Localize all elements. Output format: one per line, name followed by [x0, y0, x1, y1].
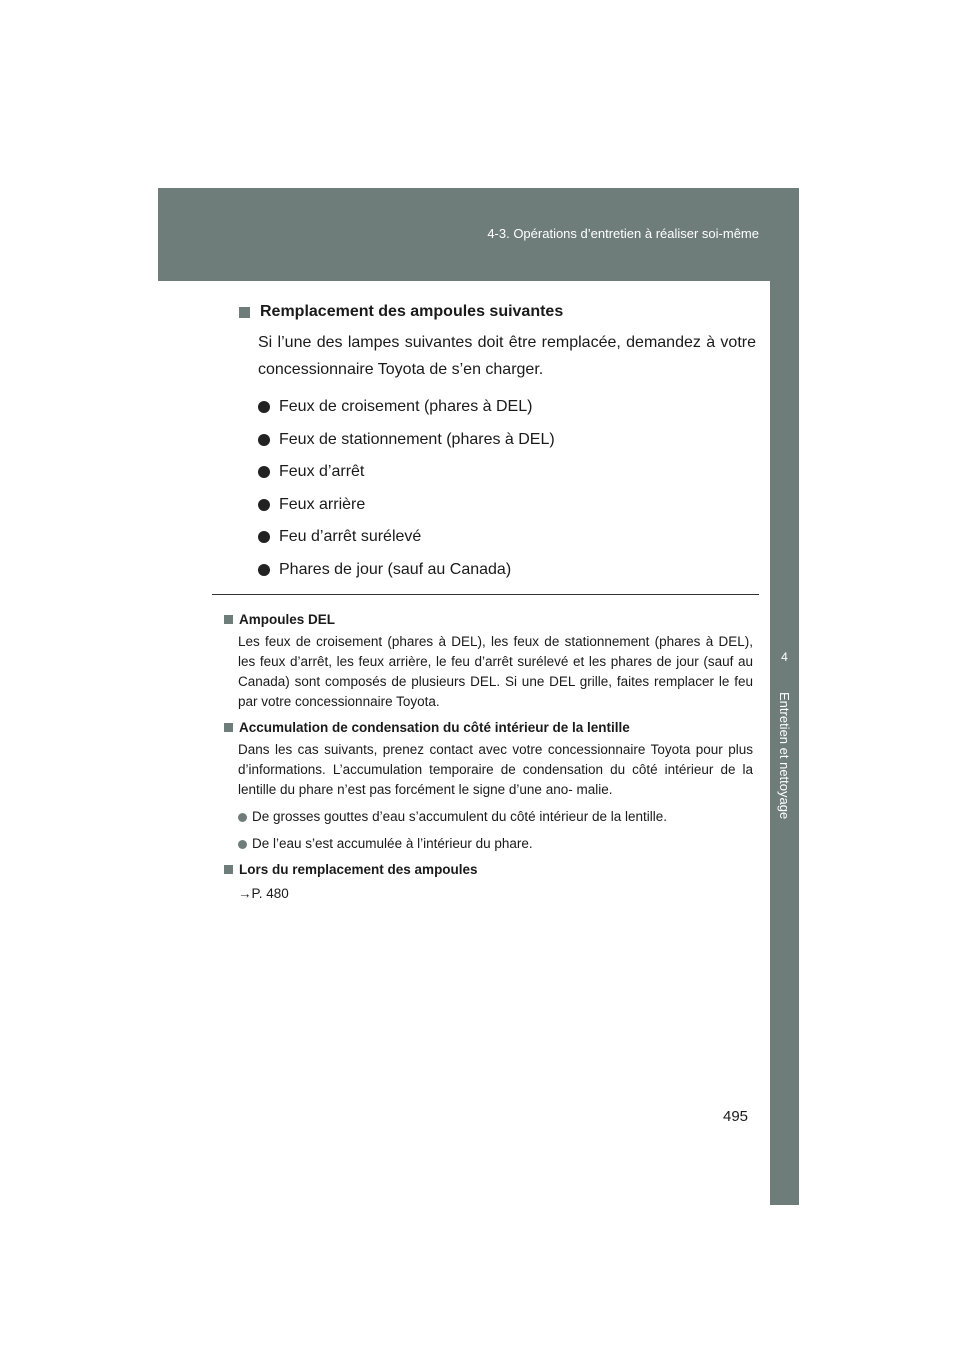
page-number: 495	[723, 1108, 749, 1125]
list-item: Feu d’arrêt surélevé	[258, 521, 756, 554]
divider	[212, 594, 759, 595]
note-bullet: De l’eau s’est accumulée à l’intérieur du phare.	[238, 834, 753, 854]
note-bullet: De grosses gouttes d’eau s’accumulent du côté intérieur de la lentille.	[238, 807, 753, 827]
round-bullet-icon	[258, 499, 270, 511]
notes-section	[224, 612, 753, 904]
square-bullet-icon	[224, 723, 233, 732]
page-reference-link[interactable]: →P. 480	[238, 886, 289, 901]
main-heading-text: Remplacement des ampoules suivantes	[260, 303, 564, 320]
round-bullet-icon	[258, 564, 270, 576]
main-paragraph: Si l’une des lampes suivantes doit être remplacée, demandez à votre concessionnaire Toyota de s’en charger.	[258, 334, 756, 378]
round-bullet-icon	[238, 813, 247, 822]
main-content	[239, 303, 756, 586]
lamp-list	[258, 391, 756, 586]
round-bullet-icon	[258, 466, 270, 478]
list-item: Feux d’arrêt	[258, 456, 756, 489]
note-heading: Accumulation de condensation du côté intérieur de la lentille	[224, 720, 753, 735]
square-bullet-icon	[224, 865, 233, 874]
section-title: 4-3. Opérations d’entretien à réaliser soi-même	[487, 226, 759, 241]
round-bullet-icon	[258, 531, 270, 543]
list-item: Feux de stationnement (phares à DEL)	[258, 424, 756, 457]
round-bullet-icon	[258, 434, 270, 446]
side-tab-top	[770, 281, 799, 624]
square-bullet-icon	[239, 307, 250, 318]
list-item: Feux arrière	[258, 489, 756, 522]
list-item: Phares de jour (sauf au Canada)	[258, 554, 756, 587]
note-heading: Lors du remplacement des ampoules	[224, 862, 753, 877]
chapter-label: Entretien et nettoyage	[777, 692, 792, 820]
list-item: Feux de croisement (phares à DEL)	[258, 391, 756, 424]
note-text: Les feux de croisement (phares à DEL), les feux de stationnement (phares à DEL), les feux d’arrêt, les feux arrière, le feu d’arrêt surélevé et les phares de jour (sauf au Canada) sont composés de plusieurs DEL. Si une DEL grille, faites remplacer le feu par votre concessionnaire Toyota.	[238, 634, 753, 709]
note-heading: Ampoules DEL	[224, 612, 753, 627]
chapter-number: 4	[770, 624, 799, 690]
main-heading	[239, 303, 756, 321]
chapter-label-wrap	[770, 692, 799, 872]
round-bullet-icon	[238, 840, 247, 849]
square-bullet-icon	[224, 615, 233, 624]
note-text: Dans les cas suivants, prenez contact avec votre concessionnaire Toyota pour plus d’informations. L’accumulation temporaire de condensation du côté intérieur de la lentille du phare n’est pas forcément le signe d’une ano- malie.	[238, 742, 753, 797]
header-band	[158, 188, 799, 281]
round-bullet-icon	[258, 401, 270, 413]
